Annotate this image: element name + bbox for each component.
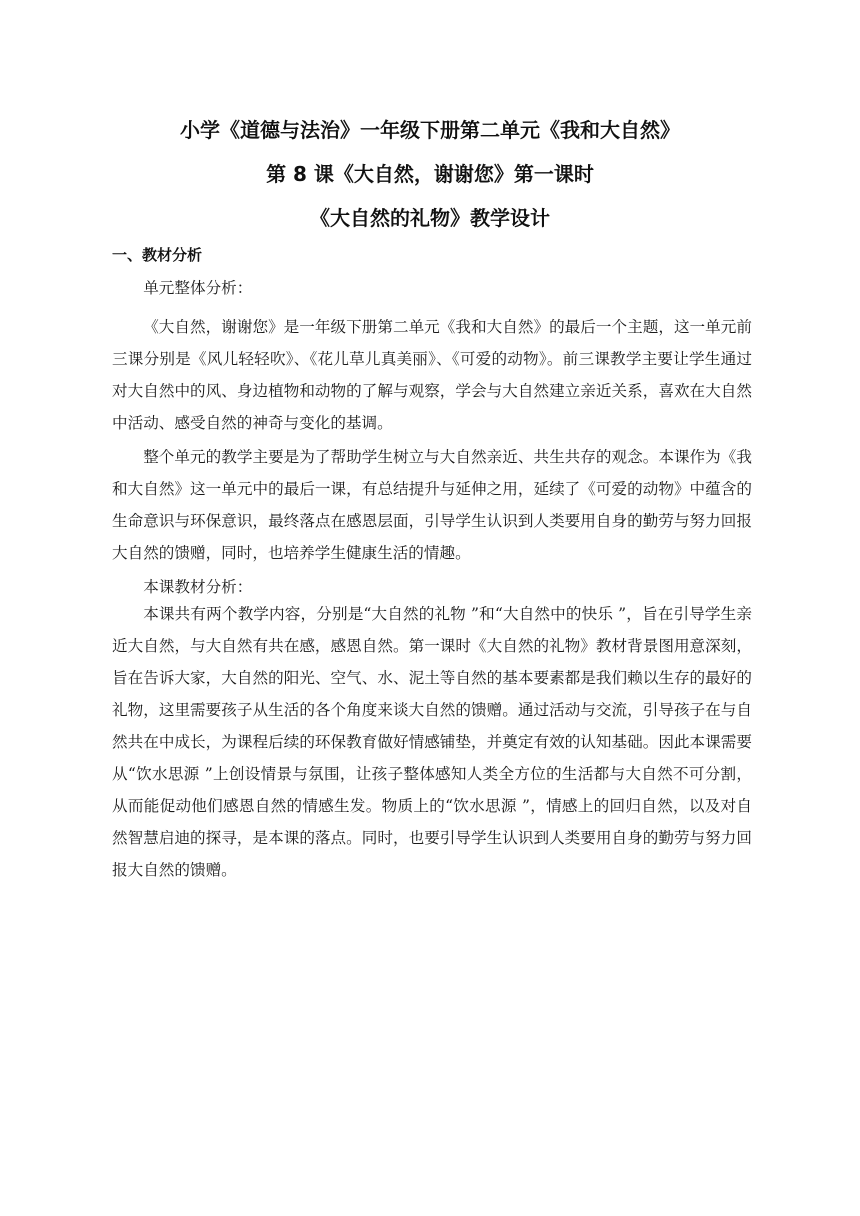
unit-analysis-label: 单元整体分析： <box>143 279 253 297</box>
document-title-line2: 第 8 课《大自然，谢谢您》第一课时 <box>266 162 594 186</box>
document-title-line3: 《大自然的礼物》教学设计 <box>310 206 550 230</box>
paragraph-lesson-analysis: 本课共有两个教学内容，分别是“大自然的礼物 ”和“大自然中的快乐 ”，旨在引导学生亲近大自然，与大自然有共在感，感恩自然。第一课时《大自然的礼物》教材背景图用意深刻，旨在告诉大家，大自然的阳光、空气、水、泥土等自然的基本要素都是我们赖以生存的最好的礼物，这里需要孩子从生活的各个角度来谈大自然的馈赠。通过活动与交流，引导孩子在与自然共在中成长，为课程后续的环保教育做好情感铺垫，并奠定有效的认知基础。因此本课需要从“饮水思源 ”上创设情景与氛围，让孩子整体感知人类全方位的生活都与大自然不可分割，从而能促动他们感恩自然的情感生发。物质上的“饮水思源 ”，情感上的回归自然，以及对自然智慧启迪的探寻，是本课的落点。同时，也要引导学生认识到人类要用自身的勤劳与努力回报大自然的馈赠。 <box>112 605 752 879</box>
section-heading-textbook-analysis: 一、教材分析 <box>112 246 203 264</box>
paragraph-unit-overview: 《大自然，谢谢您》是一年级下册第二单元《我和大自然》的最后一个主题，这一单元前三课分别是《风儿轻轻吹》、《花儿草儿真美丽》、《可爱的动物》。前三课教学主要让学生通过对大自然中的风、身边植物和动物的了解与观察，学会与大自然建立亲近关系，喜欢在大自然中活动、感受自然的神奇与变化的基调。 <box>112 318 752 432</box>
lesson-analysis-label: 本课教材分析： <box>143 578 253 596</box>
paragraph-unit-goals: 整个单元的教学主要是为了帮助学生树立与大自然亲近、共生共存的观念。本课作为《我和大自然》这一单元中的最后一课，有总结提升与延伸之用，延续了《可爱的动物》中蕴含的生命意识与环保意识，最终落点在感恩层面，引导学生认识到人类要用自身的勤劳与努力回报大自然的馈赠，同时，也培养学生健康生活的情趣。 <box>112 448 752 562</box>
document-title-line1: 小学《道德与法治》一年级下册第二单元《我和大自然》 <box>180 118 680 142</box>
